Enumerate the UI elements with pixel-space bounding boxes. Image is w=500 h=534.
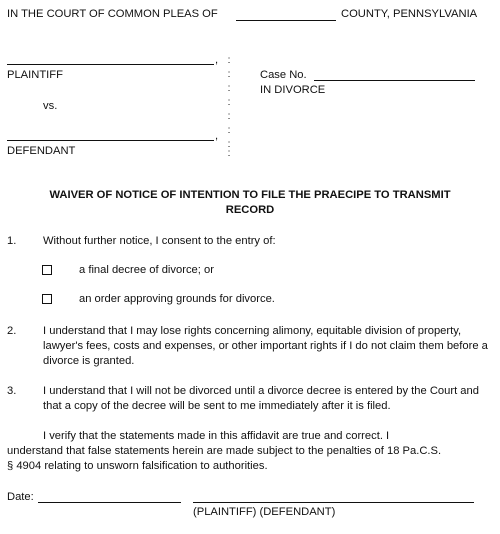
document-title-line2: RECORD xyxy=(225,204,275,216)
plaintiff-line-comma: , xyxy=(215,54,219,66)
in-divorce-label: IN DIVORCE xyxy=(260,84,326,96)
date-label: Date: xyxy=(7,491,34,503)
plaintiff-label: PLAINTIFF xyxy=(7,69,63,81)
county-field[interactable] xyxy=(236,20,336,21)
item-number: 3. xyxy=(7,385,17,397)
final-decree-checkbox[interactable] xyxy=(42,265,52,275)
plaintiff-name-field[interactable] xyxy=(7,64,214,65)
caption-colon: : xyxy=(227,148,231,159)
caption-colon: : xyxy=(227,139,231,150)
defendant-label: DEFENDANT xyxy=(7,145,76,157)
defendant-line-comma: , xyxy=(215,130,219,142)
item-text: Without further notice, I consent to the entry of: xyxy=(43,235,276,247)
grounds-order-checkbox[interactable] xyxy=(42,294,52,304)
court-suffix: COUNTY, PENNSYLVANIA xyxy=(341,8,478,20)
date-field[interactable] xyxy=(38,502,181,503)
signature-field[interactable] xyxy=(193,502,474,503)
item-text: I understand that I may lose rights concerning alimony, equitable division of property, lawyer's fees, costs and expenses, or other important rights if I do not claim them before a divorce is granted. xyxy=(43,325,488,367)
verification-line2: understand that false statements herein are made subject to the penalties of 18 Pa.C.S. xyxy=(7,445,442,457)
vs-label: vs. xyxy=(43,100,58,112)
item-number: 2. xyxy=(7,325,17,337)
caption-colon: : xyxy=(227,55,231,66)
caption-colon: : xyxy=(227,97,231,108)
final-decree-option-label: a final decree of divorce; or xyxy=(79,264,214,276)
case-no-label: Case No. xyxy=(260,69,307,81)
caption-colon: : xyxy=(227,83,231,94)
document-title-line1: WAIVER OF NOTICE OF INTENTION TO FILE THE PRAECIPE TO TRANSMIT xyxy=(49,189,451,201)
defendant-name-field[interactable] xyxy=(7,140,214,141)
verification-line3: § 4904 relating to unsworn falsification to authorities. xyxy=(7,460,268,472)
case-number-field[interactable] xyxy=(314,80,475,81)
caption-colon: : xyxy=(227,111,231,122)
caption-colon: : xyxy=(227,69,231,80)
item-number: 1. xyxy=(7,235,17,247)
verification-line1: I verify that the statements made in this affidavit are true and correct. I xyxy=(43,430,390,442)
signer-label: (PLAINTIFF) (DEFENDANT) xyxy=(193,506,336,518)
caption-colon: : xyxy=(227,125,231,136)
court-prefix: IN THE COURT OF COMMON PLEAS OF xyxy=(7,8,218,20)
item-text: I understand that I will not be divorced until a divorce decree is entered by the Court and that a copy of the decree will be sent to me immediately after it is filed. xyxy=(43,385,479,412)
grounds-order-option-label: an order approving grounds for divorce. xyxy=(79,293,275,305)
